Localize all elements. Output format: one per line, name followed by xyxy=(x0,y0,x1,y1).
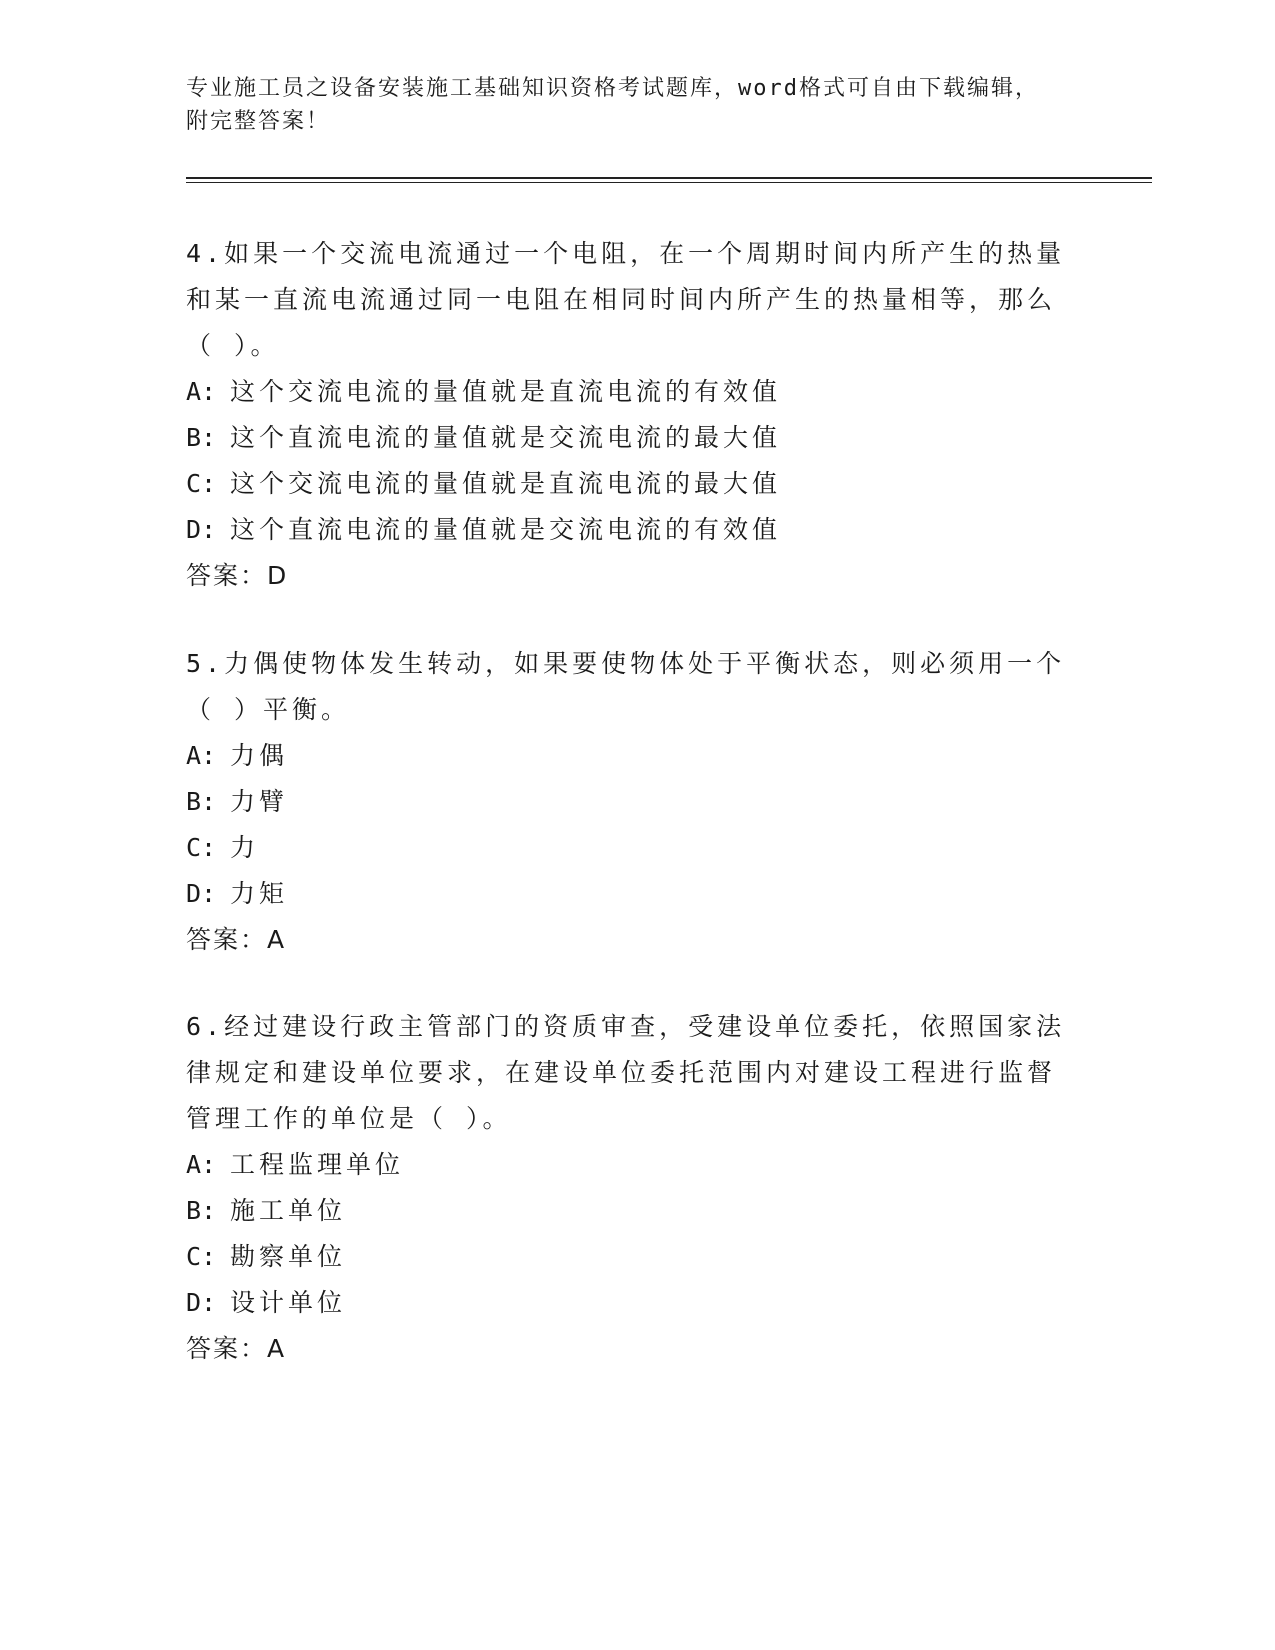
option-b xyxy=(186,415,1066,461)
option-letter: B: xyxy=(186,787,217,816)
option-letter: D: xyxy=(186,879,217,908)
option-letter: A: xyxy=(186,1150,217,1179)
option-letter: A: xyxy=(186,741,217,770)
option-letter: C: xyxy=(186,469,217,498)
option-letter: A: xyxy=(186,377,217,406)
header-line-2: 附完整答案！ xyxy=(186,109,331,134)
question-stem-line: 5.力偶使物体发生转动，如果要使物体处于平衡状态，则必须用一个 xyxy=(186,649,1066,678)
option-c xyxy=(186,1234,1066,1280)
option-text: 施工单位 xyxy=(230,1196,347,1225)
option-letter: D: xyxy=(186,1288,217,1317)
question-stem-line: （ ）。 xyxy=(186,331,280,360)
option-letter: B: xyxy=(186,423,217,452)
question-stem-line: 和某一直流电流通过同一电阻在相同时间内所产生的热量相等，那么 xyxy=(186,285,1057,314)
question-stem-line: 4.如果一个交流电流通过一个电阻，在一个周期时间内所产生的热量 xyxy=(186,239,1066,268)
option-text: 力 xyxy=(230,833,260,862)
option-a xyxy=(186,733,1066,779)
header-line-1: 专业施工员之设备安装施工基础知识资格考试题库，word格式可自由下载编辑， xyxy=(186,76,1039,101)
option-letter: C: xyxy=(186,1242,217,1271)
option-b xyxy=(186,779,1066,825)
answer-line: 答案：A xyxy=(186,1334,287,1363)
option-text: 勘察单位 xyxy=(230,1242,347,1271)
option-d xyxy=(186,1280,1066,1326)
option-text: 工程监理单位 xyxy=(230,1150,405,1179)
option-letter: D: xyxy=(186,515,217,544)
header-divider-thick xyxy=(186,177,1152,179)
option-c xyxy=(186,825,1066,871)
question-4 xyxy=(186,231,1066,599)
option-b xyxy=(186,1188,1066,1234)
question-stem-line: 6.经过建设行政主管部门的资质审查，受建设单位委托，依照国家法 xyxy=(186,1012,1066,1041)
option-text: 这个直流电流的量值就是交流电流的最大值 xyxy=(230,423,782,452)
option-text: 这个直流电流的量值就是交流电流的有效值 xyxy=(230,515,782,544)
option-a xyxy=(186,369,1066,415)
option-a xyxy=(186,1142,1066,1188)
question-stem-line: （ ）平衡。 xyxy=(186,695,351,724)
option-text: 力臂 xyxy=(230,787,289,816)
option-text: 设计单位 xyxy=(230,1288,347,1317)
question-stem-line: 管理工作的单位是（ ）。 xyxy=(186,1104,512,1133)
question-5 xyxy=(186,641,1066,963)
answer-line: 答案：D xyxy=(186,561,289,590)
question-6 xyxy=(186,1004,1066,1372)
option-letter: C: xyxy=(186,833,217,862)
option-text: 力矩 xyxy=(230,879,289,908)
option-c xyxy=(186,461,1066,507)
answer-line: 答案：A xyxy=(186,925,287,954)
option-text: 力偶 xyxy=(230,741,289,770)
option-letter: B: xyxy=(186,1196,217,1225)
option-text: 这个交流电流的量值就是直流电流的最大值 xyxy=(230,469,782,498)
option-d xyxy=(186,871,1066,917)
option-d xyxy=(186,507,1066,553)
option-text: 这个交流电流的量值就是直流电流的有效值 xyxy=(230,377,782,406)
question-stem-line: 律规定和建设单位要求，在建设单位委托范围内对建设工程进行监督 xyxy=(186,1058,1057,1087)
header-divider-thin xyxy=(186,182,1152,183)
document-header xyxy=(186,72,1066,138)
